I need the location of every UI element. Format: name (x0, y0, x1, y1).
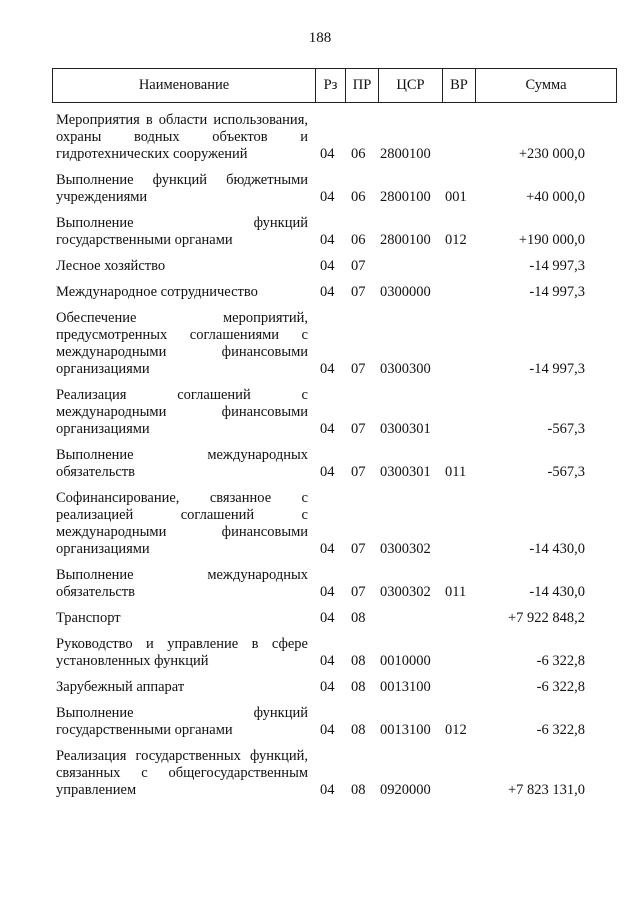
row-sum: -14 430,0 (529, 541, 585, 557)
row-name-line: международными финансовыми (56, 524, 308, 540)
row-vr: 011 (445, 584, 467, 600)
table-row (0, 636, 640, 670)
table-header (52, 68, 617, 103)
row-name-line: Обеспечение мероприятий, (56, 310, 308, 326)
row-sum: -6 322,8 (536, 679, 585, 695)
row-name-line: гидротехнических сооружений (56, 146, 248, 162)
row-csr: 0013100 (380, 679, 431, 695)
row-rz: 04 (320, 584, 335, 600)
row-name-line: Выполнение международных (56, 447, 308, 463)
row-pr: 07 (351, 541, 366, 557)
table-row (0, 310, 640, 378)
row-name (56, 705, 308, 739)
table-row (0, 447, 640, 481)
row-rz: 04 (320, 464, 335, 480)
row-name-line: Мероприятия в области использования, (56, 112, 308, 128)
row-name-line: Выполнение функций (56, 215, 308, 231)
row-name-line: Международное сотрудничество (56, 284, 258, 300)
row-name (56, 679, 308, 696)
row-csr: 0013100 (380, 722, 431, 738)
header-vr: ВР (443, 69, 476, 102)
row-csr: 0300302 (380, 541, 431, 557)
row-vr: 001 (445, 189, 467, 205)
row-sum: +40 000,0 (526, 189, 585, 205)
table-row (0, 567, 640, 601)
row-rz: 04 (320, 189, 335, 205)
header-pr: ПР (346, 69, 379, 102)
row-name-line: учреждениями (56, 189, 148, 205)
row-name-line: Софинансирование, связанное с (56, 490, 308, 506)
row-pr: 06 (351, 146, 366, 162)
row-csr: 0300302 (380, 584, 431, 600)
row-name-line: предусмотренных соглашениями с (56, 327, 308, 343)
row-rz: 04 (320, 258, 335, 274)
row-rz: 04 (320, 421, 335, 437)
row-sum: -6 322,8 (536, 653, 585, 669)
table-row (0, 284, 640, 301)
table-row (0, 112, 640, 163)
header-csr: ЦСР (379, 69, 443, 102)
row-name-line: Выполнение международных (56, 567, 308, 583)
row-name-line: связанных с общегосударственным (56, 765, 308, 781)
row-pr: 07 (351, 284, 366, 300)
row-rz: 04 (320, 610, 335, 626)
row-name-line: реализацией соглашений с (56, 507, 308, 523)
row-name-line: организациями (56, 421, 150, 437)
row-rz: 04 (320, 782, 335, 798)
row-csr: 0300000 (380, 284, 431, 300)
row-csr: 0300301 (380, 421, 431, 437)
row-sum: +230 000,0 (518, 146, 585, 162)
row-name-line: обязательств (56, 464, 135, 480)
row-rz: 04 (320, 146, 335, 162)
row-sum: +190 000,0 (518, 232, 585, 248)
row-name (56, 284, 308, 301)
row-name (56, 310, 308, 378)
row-name (56, 567, 308, 601)
header-rz: Рз (316, 69, 346, 102)
row-csr: 2800100 (380, 232, 431, 248)
row-name-line: Транспорт (56, 610, 121, 626)
row-name-line: управлением (56, 782, 137, 798)
row-name-line: установленных функций (56, 653, 209, 669)
row-name-line: международными финансовыми (56, 344, 308, 360)
row-csr: 0920000 (380, 782, 431, 798)
header-name: Наименование (53, 69, 316, 102)
row-name-line: охраны водных объектов и (56, 129, 308, 145)
row-rz: 04 (320, 284, 335, 300)
row-name (56, 610, 308, 627)
row-csr: 2800100 (380, 146, 431, 162)
table-row (0, 387, 640, 438)
row-name-line: международными финансовыми (56, 404, 308, 420)
row-sum: +7 823 131,0 (507, 782, 585, 798)
row-rz: 04 (320, 653, 335, 669)
row-csr: 0300300 (380, 361, 431, 377)
row-name (56, 172, 308, 206)
table-body (0, 112, 640, 808)
row-name (56, 215, 308, 249)
row-name-line: государственными органами (56, 232, 233, 248)
row-sum: -6 322,8 (536, 722, 585, 738)
row-name (56, 636, 308, 670)
row-name-line: обязательств (56, 584, 135, 600)
row-name-line: Зарубежный аппарат (56, 679, 185, 695)
row-name (56, 490, 308, 558)
row-csr: 0010000 (380, 653, 431, 669)
row-rz: 04 (320, 361, 335, 377)
row-vr: 011 (445, 464, 467, 480)
row-name-line: Выполнение функций (56, 705, 308, 721)
row-pr: 07 (351, 361, 366, 377)
row-sum: -14 997,3 (529, 284, 585, 300)
row-name (56, 748, 308, 799)
row-pr: 08 (351, 653, 366, 669)
row-name-line: Реализация государственных функций, (56, 748, 308, 764)
row-sum: -567,3 (547, 464, 585, 480)
row-pr: 07 (351, 421, 366, 437)
row-csr: 0300301 (380, 464, 431, 480)
row-pr: 08 (351, 782, 366, 798)
row-pr: 07 (351, 584, 366, 600)
page-number: 188 (308, 30, 332, 46)
table-row (0, 679, 640, 696)
row-sum: -14 430,0 (529, 584, 585, 600)
row-pr: 08 (351, 610, 366, 626)
table-row (0, 172, 640, 206)
table-row (0, 705, 640, 739)
row-rz: 04 (320, 722, 335, 738)
row-pr: 06 (351, 232, 366, 248)
row-name (56, 112, 308, 163)
row-pr: 08 (351, 722, 366, 738)
row-name (56, 258, 308, 275)
table-row (0, 490, 640, 558)
row-name-line: Руководство и управление в сфере (56, 636, 308, 652)
row-sum: -14 997,3 (529, 258, 585, 274)
table-row (0, 258, 640, 275)
row-pr: 07 (351, 258, 366, 274)
row-rz: 04 (320, 232, 335, 248)
row-rz: 04 (320, 679, 335, 695)
table-row (0, 610, 640, 627)
row-csr: 2800100 (380, 189, 431, 205)
row-pr: 06 (351, 189, 366, 205)
row-name (56, 387, 308, 438)
row-name-line: организациями (56, 361, 150, 377)
row-sum: -14 997,3 (529, 361, 585, 377)
row-pr: 08 (351, 679, 366, 695)
row-name-line: Реализация соглашений с (56, 387, 308, 403)
table-row (0, 748, 640, 799)
row-name-line: Выполнение функций бюджетными (56, 172, 308, 188)
row-sum: -567,3 (547, 421, 585, 437)
row-name-line: Лесное хозяйство (56, 258, 166, 274)
row-pr: 07 (351, 464, 366, 480)
table-row (0, 215, 640, 249)
row-name (56, 447, 308, 481)
row-rz: 04 (320, 541, 335, 557)
row-vr: 012 (445, 722, 467, 738)
row-name-line: государственными органами (56, 722, 233, 738)
header-sum: Сумма (525, 77, 567, 93)
row-sum: +7 922 848,2 (507, 610, 585, 626)
row-name-line: организациями (56, 541, 150, 557)
row-vr: 012 (445, 232, 467, 248)
